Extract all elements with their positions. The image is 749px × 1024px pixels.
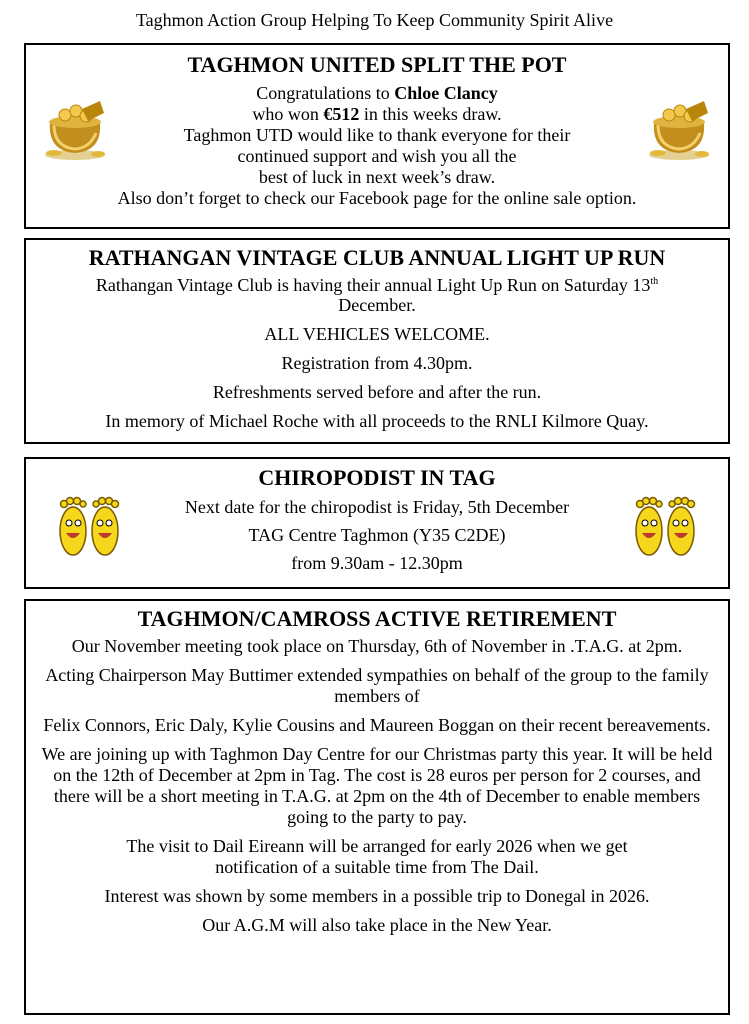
next-date-line: Next date for the chiropodist is Friday, 5th December	[184, 497, 570, 517]
memorial-note: In memory of Michael Roche with all proceeds to the RNLI Kilmore Quay.	[105, 411, 649, 431]
section-title: RATHANGAN VINTAGE CLUB ANNUAL LIGHT UP RUN	[88, 245, 666, 270]
agm-paragraph: Our A.G.M will also take place in the New Year.	[202, 915, 552, 935]
christmas-party-paragraph: We are joining up with Taghmon Day Centre for our Christmas party this year. It will be held on the 12th of December at 2pm in Tag. The cost is 28 euros per person for 2 courses, and there will be a short meeting in T.A.G. at 2pm on the 4th of December to enable members going to the party to pay.	[41, 744, 713, 827]
chiropodist-box	[24, 457, 730, 589]
venue-line: TAG Centre Taghmon (Y35 C2DE)	[248, 525, 506, 545]
bereavements-paragraph: Felix Connors, Eric Daly, Kylie Cousins and Maureen Boggan on their recent bereavements.	[43, 715, 711, 735]
thanks-line: Taghmon UTD would like to thank everyone for their	[183, 125, 571, 145]
active-retirement-box	[24, 599, 730, 1015]
section-title: TAGHMON UNITED SPLIT THE POT	[187, 52, 567, 77]
smiling-feet-icon	[632, 493, 698, 566]
support-line: continued support and wish you all the	[237, 146, 517, 166]
sympathies-paragraph: Acting Chairperson May Buttimer extended sympathies on behalf of the group to the family members of	[45, 665, 709, 706]
section-title: CHIROPODIST IN TAG	[258, 465, 496, 490]
facebook-line: Also don’t forget to check our Facebook page for the online sale option.	[117, 188, 637, 208]
event-date-paragraph: Rathangan Vintage Club is having their annual Light Up Run on Saturday 13th December.	[95, 275, 659, 315]
vehicles-welcome: ALL VEHICLES WELCOME.	[264, 324, 490, 344]
pot-of-gold-icon	[644, 99, 714, 166]
amount-line: who won €512 in this weeks draw.	[252, 104, 502, 124]
time-line: from 9.30am - 12.30pm	[291, 553, 463, 573]
page-header: Taghmon Action Group Helping To Keep Community Spirit Alive	[135, 10, 614, 30]
section-title: TAGHMON/CAMROSS ACTIVE RETIREMENT	[137, 606, 617, 631]
meeting-paragraph: Our November meeting took place on Thursday, 6th of November in .T.A.G. at 2pm.	[71, 636, 683, 656]
prize-amount: €512	[323, 104, 360, 124]
dail-visit-paragraph: The visit to Dail Eireann will be arranged for early 2026 when we get notification of a suitable time from The Dail.	[126, 836, 628, 877]
congratulations-line: Congratulations to Chloe Clancy	[256, 83, 498, 103]
split-the-pot-box	[24, 43, 730, 229]
refreshments-note: Refreshments served before and after the run.	[212, 382, 542, 402]
donegal-trip-paragraph: Interest was shown by some members in a possible trip to Donegal in 2026.	[104, 886, 650, 906]
light-up-run-box	[24, 238, 730, 444]
luck-line: best of luck in next week’s draw.	[258, 167, 496, 187]
smiling-feet-icon	[56, 493, 122, 566]
registration-time: Registration from 4.30pm.	[281, 353, 473, 373]
winner-name: Chloe Clancy	[394, 83, 498, 103]
pot-of-gold-icon	[40, 99, 110, 166]
